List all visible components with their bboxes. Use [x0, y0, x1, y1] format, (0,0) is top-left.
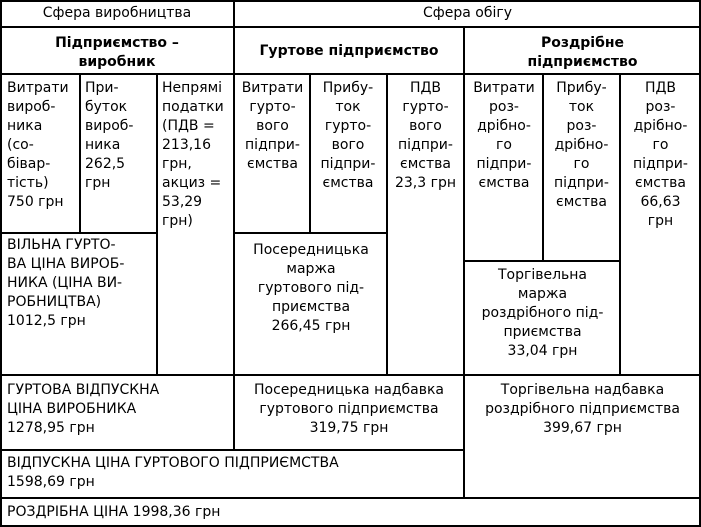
grid-line	[156, 73, 158, 374]
producer-profit: При- буток вироб- ника 262,5 грн	[85, 80, 134, 191]
retail-profit: Прибу- ток роз- дрібно- го підпри- ємства	[554, 80, 609, 210]
grid-line	[0, 73, 701, 75]
producer-costs: Витрати вироб- ника (со- бівар- тість) 750 грн	[7, 80, 69, 210]
grid-line	[542, 73, 544, 261]
grid-line	[619, 73, 621, 374]
wholesale-release-price: ВІДПУСКНА ЦІНА ГУРТОВОГО ПІДПРИЄМСТВА 1598,69 грн	[7, 455, 339, 490]
grid-line	[0, 374, 701, 376]
grid-line	[386, 73, 388, 374]
grid-line	[309, 73, 311, 233]
retail-vat: ПДВ роз- дрібно- го підпри- ємства 66,63 грн	[633, 80, 688, 229]
wholesale-header: Гуртове підприємство	[259, 43, 439, 59]
retail-costs: Витрати роз- дрібно- го підпри- ємства	[473, 80, 535, 191]
grid-line	[79, 73, 81, 233]
wholesale-markup: Посередницька надбавка гуртового підприємства 319,75 грн	[253, 382, 444, 436]
retail-margin: Торгівельна маржа роздрібного під- приємства 33,04 грн	[481, 267, 604, 359]
producer-header: Підприємство – виробник	[55, 35, 179, 70]
retail-markup: Торгівельна надбавка роздрібного підприємства 399,67 грн	[485, 382, 680, 436]
grid-line	[0, 26, 701, 28]
grid-line	[0, 497, 701, 499]
production-sphere-header: Сфера виробництва	[42, 5, 192, 21]
retail-header: Роздрібне підприємство	[527, 35, 638, 70]
grid-line	[0, 0, 2, 527]
wholesale-profit: Прибу- ток гурто- вого підпри- ємства	[320, 80, 376, 191]
grid-line	[463, 26, 465, 497]
wholesale-vat: ПДВ гурто- вого підпри- ємства 23,3 грн	[394, 80, 457, 191]
wholesale-costs: Витрати гурто- вого підпри- ємства	[241, 80, 304, 172]
producer-free-price: ВІЛЬНА ГУРТО- ВА ЦІНА ВИРОБ- НИКА (ЦІНА ВИ- РОБНИЦТВА) 1012,5 грн	[7, 237, 125, 329]
circulation-sphere-header: Сфера обігу	[422, 5, 512, 21]
producer-release-price: ГУРТОВА ВІДПУСКНА ЦІНА ВИРОБНИКА 1278,95 грн	[7, 382, 160, 436]
retail-price: РОЗДРІБНА ЦІНА 1998,36 грн	[7, 504, 221, 520]
grid-line	[233, 0, 235, 450]
producer-indirect-taxes: Непрямі податки (ПДВ = 213,16 грн, акциз = 53,29 грн)	[162, 80, 224, 229]
grid-line	[0, 0, 701, 2]
wholesale-margin: Посередницька маржа гуртового під- приємства 266,45 грн	[253, 242, 369, 334]
